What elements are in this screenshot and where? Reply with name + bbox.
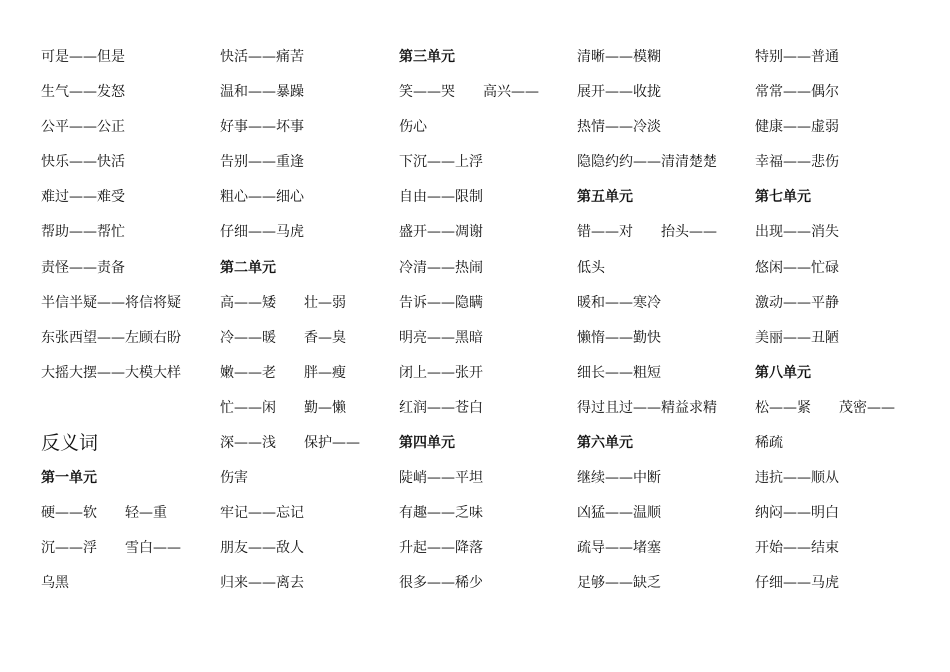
- word-pair: 热情——冷淡: [577, 119, 661, 136]
- column-2: [220, 40, 398, 602]
- word-pair: 陡峭——平坦: [399, 470, 483, 487]
- word-pair: 沉——浮 雪白——: [41, 540, 181, 557]
- word-pair: 特别——普通: [755, 49, 839, 65]
- word-pair: 低头: [577, 259, 605, 276]
- word-pair: 暖和——寒冷: [577, 294, 661, 311]
- word-pair: 笑——哭 高兴——: [399, 84, 539, 101]
- unit-heading: 第五单元: [577, 189, 633, 206]
- word-pair: 伤害: [220, 470, 248, 487]
- word-pair: 可是——但是: [41, 49, 125, 65]
- word-pair: 开始——结束: [755, 540, 839, 557]
- word-pair: 有趣——乏味: [399, 505, 483, 522]
- word-pair: 健康——虚弱: [755, 119, 839, 136]
- unit-heading: 第四单元: [399, 435, 455, 452]
- word-pair: 继续——中断: [577, 470, 661, 487]
- word-pair: 下沉——上浮: [399, 154, 483, 171]
- word-pair: 足够——缺乏: [577, 575, 661, 592]
- unit-heading: 第八单元: [755, 364, 811, 381]
- column-5: [755, 40, 933, 602]
- word-pair: 盛开——凋谢: [399, 224, 483, 241]
- word-pair: 硬——软 轻—重: [41, 505, 167, 522]
- word-pair: 展开——收拢: [577, 84, 661, 101]
- word-pair: 凶猛——温顺: [577, 505, 661, 522]
- word-pair: 东张西望——左顾右盼: [41, 329, 181, 346]
- word-pair: 半信半疑——将信将疑: [41, 294, 181, 311]
- word-pair: 明亮——黑暗: [399, 329, 483, 346]
- word-pair: 粗心——细心: [220, 189, 304, 206]
- word-pair: 朋友——敌人: [220, 540, 304, 557]
- unit-heading: 第七单元: [755, 189, 811, 206]
- word-pair: 冷——暖 香—臭: [220, 329, 346, 346]
- word-pair: 温和——暴躁: [220, 84, 304, 101]
- word-pair: 稀疏: [755, 435, 783, 452]
- word-pair: 悠闲——忙碌: [755, 259, 839, 276]
- word-pair: 伤心: [399, 119, 427, 136]
- word-pair: 大摇大摆——大模大样: [41, 364, 181, 381]
- unit-heading: 第二单元: [220, 259, 276, 276]
- word-pair: 自由——限制: [399, 189, 483, 206]
- word-pair: 帮助——帮忙: [41, 224, 125, 241]
- word-pair: 美丽——丑陋: [755, 329, 839, 346]
- word-pair: 快活——痛苦: [220, 49, 304, 65]
- word-pair: 幸福——悲伤: [755, 154, 839, 171]
- unit-heading: 第六单元: [577, 435, 633, 452]
- word-pair: 违抗——顺从: [755, 470, 839, 487]
- word-pair: 红润——苍白: [399, 399, 483, 416]
- word-pair: 忙——闲 勤—懒: [220, 399, 346, 416]
- word-pair: 生气——发怒: [41, 84, 125, 101]
- column-3: [399, 40, 577, 602]
- word-pair: 归来——离去: [220, 575, 304, 592]
- word-pair: 激动——平静: [755, 294, 839, 311]
- word-pair: 快乐——快活: [41, 154, 125, 171]
- word-pair: 得过且过——精益求精: [577, 399, 717, 416]
- unit-heading: 第一单元: [41, 470, 97, 487]
- word-pair: 错——对 抬头——: [577, 224, 717, 241]
- word-pair: 乌黑: [41, 575, 69, 592]
- column-4: [577, 40, 755, 602]
- word-pair: 出现——消失: [755, 224, 839, 241]
- word-pair: 清晰——模糊: [577, 49, 661, 65]
- word-pair: 好事——坏事: [220, 119, 304, 136]
- column-1: [41, 40, 219, 602]
- word-pair: 疏导——堵塞: [577, 540, 661, 557]
- word-pair: 告诉——隐瞒: [399, 294, 483, 311]
- unit-heading: 第三单元: [399, 49, 455, 65]
- word-pair: 嫩——老 胖—瘦: [220, 364, 346, 381]
- word-pair: 升起——降落: [399, 540, 483, 557]
- blank-line: [41, 391, 219, 426]
- word-pair: 很多——稀少: [399, 575, 483, 592]
- word-pair: 责怪——责备: [41, 259, 125, 276]
- word-pair: 懒惰——勤快: [577, 329, 661, 346]
- word-pair: 闭上——张开: [399, 364, 483, 381]
- word-pair: 隐隐约约——清清楚楚: [577, 154, 717, 171]
- word-pair: 高——矮 壮—弱: [220, 294, 346, 311]
- word-pair: 冷清——热闹: [399, 259, 483, 276]
- word-pair: 仔细——马虎: [755, 575, 839, 592]
- word-pair: 告别——重逢: [220, 154, 304, 171]
- word-pair: 仔细——马虎: [220, 224, 304, 241]
- word-pair: 松——紧 茂密——: [755, 399, 895, 416]
- word-pair: 公平——公正: [41, 119, 125, 136]
- section-title: 反义词: [41, 432, 99, 455]
- word-pair: 深——浅 保护——: [220, 435, 360, 452]
- word-pair: 难过——难受: [41, 189, 125, 206]
- word-pair: 细长——粗短: [577, 364, 661, 381]
- word-pair: 牢记——忘记: [220, 505, 304, 522]
- word-pair: 纳闷——明白: [755, 505, 839, 522]
- word-pair: 常常——偶尔: [755, 84, 839, 101]
